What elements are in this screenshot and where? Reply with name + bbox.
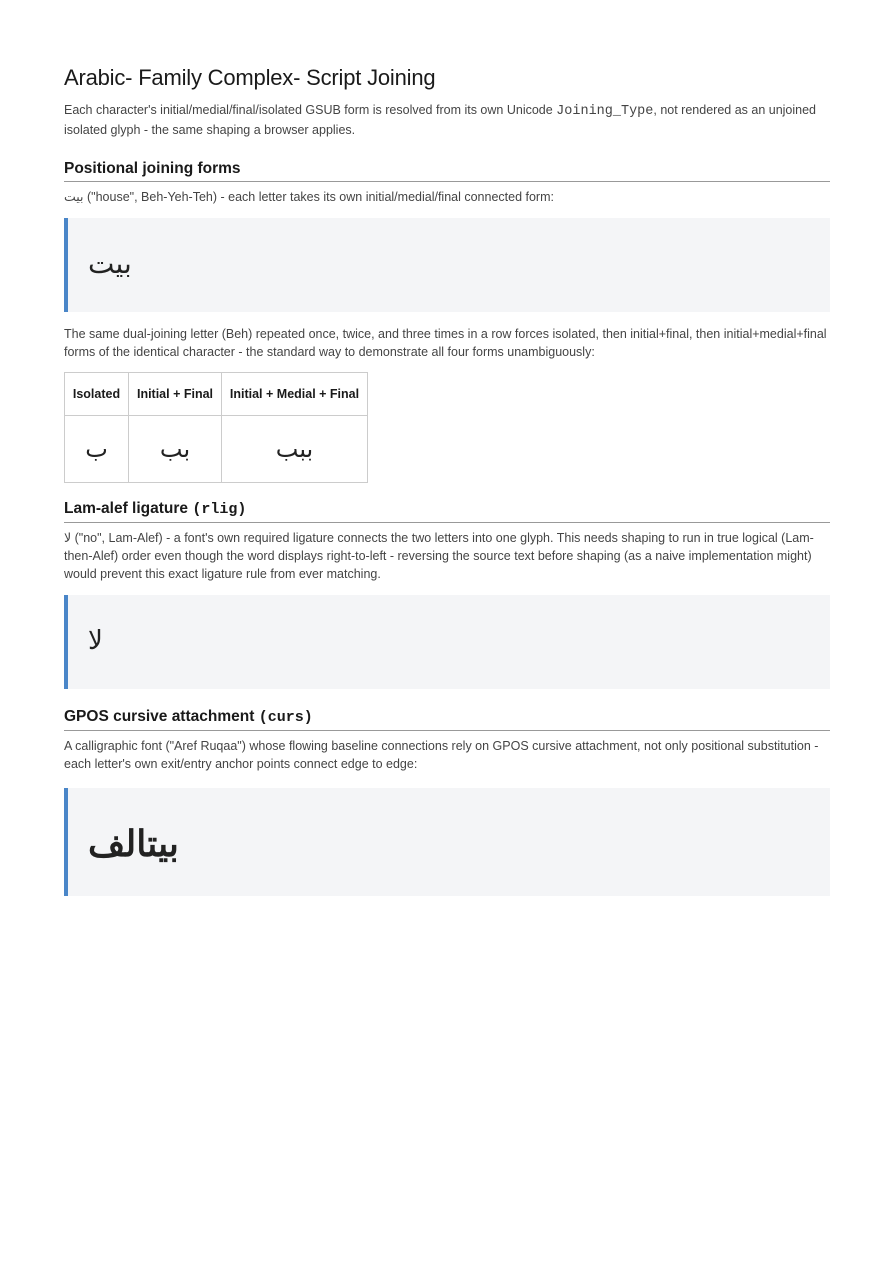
positional-description-text: ("house", Beh-Yeh-Teh) - each letter takes its own initial/medial/final connected form:: [83, 190, 554, 204]
page-title: Arabic- Family Complex- Script Joining: [64, 65, 436, 90]
demo-text-la: لا: [88, 626, 103, 656]
demo-text-calligraphic: بيتالف: [88, 823, 179, 865]
table-cell-initial-final: بب: [129, 416, 222, 483]
intro-text-before: Each character's initial/medial/final/isolated GSUB form is resolved from its own Unicode: [64, 103, 557, 117]
cursive-heading-text: GPOS cursive attachment: [64, 708, 259, 725]
curs-code: (curs): [258, 709, 313, 726]
intro-text-after: , not rendered as an unjoined isolated glyph - the same shaping a browser applies.: [64, 103, 817, 137]
demo-text-bayt: بيت: [88, 247, 132, 280]
lam-alef-heading-text: Lam-alef ligature: [64, 500, 193, 517]
section-heading-lam-alef: [64, 498, 830, 523]
table-header-initial-medial-final: Initial + Medial + Final: [222, 373, 368, 416]
beh-forms-description: The same dual-joining letter (Beh) repeated once, twice, and three times in a row forces isolated, then initial+final, then initial+medial+final forms of the identical character - the standard way to demonstrate all four forms unambiguously:: [64, 327, 827, 359]
beh-forms-table: [64, 372, 368, 483]
table-header-initial-final: Initial + Final: [129, 373, 222, 416]
positional-description: [64, 188, 830, 206]
table-cell-initial-medial-final: ببب: [222, 416, 368, 483]
demo-box-cursive: [64, 788, 830, 896]
section-heading-cursive: [64, 706, 830, 731]
intro-paragraph: [64, 101, 830, 139]
document-page: [64, 62, 830, 896]
arabic-word-bayt: بيت: [64, 189, 84, 204]
lam-alef-description: [64, 529, 830, 583]
table-row: [65, 416, 368, 483]
cursive-description: A calligraphic font ("Aref Ruqaa") whose flowing baseline connections rely on GPOS cursive attachment, not only positional substitution - each letter's own exit/entry anchor points connect edge to edge:: [64, 739, 819, 771]
demo-box-positional: [64, 218, 830, 312]
table-header-row: [65, 373, 368, 416]
joining-type-code: Joining_Type: [556, 104, 654, 119]
arabic-word-la: لا: [64, 530, 72, 545]
demo-box-lam-alef: [64, 595, 830, 689]
section-heading-positional: Positional joining forms: [64, 158, 830, 182]
lam-alef-description-text: ("no", Lam-Alef) - a font's own required ligature connects the two letters into one glyph. This needs shaping to run in true logical (Lam-then-Alef) order even though the word displays right-to-left - reversing the source text before shaping (as a naive implementation might) would prevent this exact ligature rule from ever matching.: [64, 531, 814, 581]
rlig-code: (rlig): [192, 501, 247, 518]
table-header-isolated: Isolated: [65, 373, 129, 416]
table-cell-isolated: ب: [65, 416, 129, 483]
